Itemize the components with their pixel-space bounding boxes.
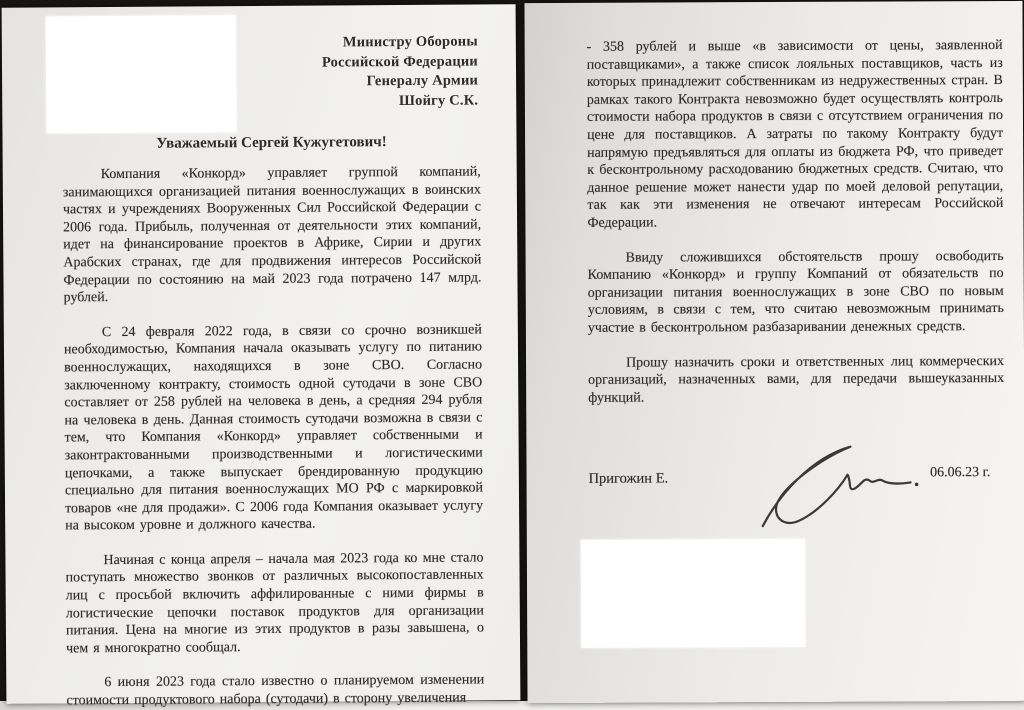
page-1-body <box>62 133 484 710</box>
recipient-line: Российской Федерации <box>321 52 479 71</box>
handwritten-signature-icon <box>756 440 934 541</box>
page-2-body <box>587 37 1005 407</box>
signature-date: 06.06.23 г. <box>930 465 991 481</box>
paragraph: Прошу назначить сроки и ответственных лиц коммерческих организаций, назначенных вами, для передачи вышеуказанных функций. <box>588 353 1005 406</box>
letter-page-2 <box>524 1 1024 703</box>
paragraph: С 24 февраля 2022 года, в связи со срочно возникшей необходимостью, Компания начала оказывать услугу по питанию военнослужащих, находящихся в зоне СВО. Согласно заключенному контракту, стоимость одной сутодачи в зоне СВО составляет от 258 рублей на человека в день, а средняя 294 рубля на человека в день. Данная стоимость сутодачи возможна в связи с тем, что Компания «Конкорд» управляет собственными и законтрактованными производственными и логистическими цепочками, а также выпускает брендированную продукцию специально для питания военнослужащих МО РФ с маркировкой товаров «не для продажи». С 2006 года Компания оказывает услугу на высоком уровне и должного качества. <box>63 322 484 534</box>
paragraph: Ввиду сложившихся обстоятельств прошу освободить Компанию «Конкорд» и группу Компаний от обязательств по организации питания военнослужащих в зоне СВО по новым условиям, в связи с тем, что считаю невозможным принимать участие в бесконтрольном разбазаривании денежных средств. <box>587 248 1004 336</box>
paragraph: Начиная с конца апреля – начала мая 2023 года ко мне стало поступать множество звонков от различных высокопоставленных лиц с просьбой включить аффилированные с ними фирмы в логистические цепочки поставок продуктов для организации питания. Цена на многие из этих продуктов в разы завышена, о чем я многократно сообщал. <box>65 550 484 657</box>
redaction-block <box>46 15 237 133</box>
paragraph: 6 июня 2023 года стало известно о планируемом изменении стоимости продуктового набора (сутодачи) в сторону увеличения <box>66 672 485 709</box>
recipient-line: Генералу Армии <box>366 72 479 90</box>
salutation: Уважаемый Сергей Кужугетович! <box>156 134 387 152</box>
paragraph: - 358 рублей и выше «в зависимости от цены, заявленной поставщиками», а также список лояльных поставщиков, часть из которых принадлежит собственникам из недружественных стран. В рамках такого Контракта невозможно будет осуществлять контроль стоимости набора продуктов в связи с отсутствием ограничения по цене для поставщиков. А затраты по такому Контракту будут напрямую предъявляться для оплаты из бюджета РФ, что приведет к бесконтрольному расходованию бюджетных средств. Считаю, что данное решение может нанести удар по моей деловой репутации, так как эти изменения не отвечают интересам Российской Федерации. <box>586 38 1004 231</box>
recipient-line: Министру Обороны <box>342 33 478 51</box>
paragraph: Компания «Конкорд» управляет группой компаний, занимающихся организацией питания военнослужащих в воинских частях и учреждениях Вооруженных Сил Российской Федерации с 2006 года. Прибыль, полученная от деятельности этих компаний, идет на финансирование проектов в Африке, Сирии и других Арабских странах, где для продвижения интересов Российской Федерации по состоянию на май 2023 года потрачено 147 млрд. рублей. <box>62 164 482 306</box>
letter-page-1 <box>2 4 521 709</box>
signature-block <box>588 439 1010 546</box>
recipient-line: Шойгу С.К. <box>398 91 479 109</box>
signature-name: Пригожин Е. <box>588 470 669 488</box>
redaction-block <box>581 539 805 648</box>
